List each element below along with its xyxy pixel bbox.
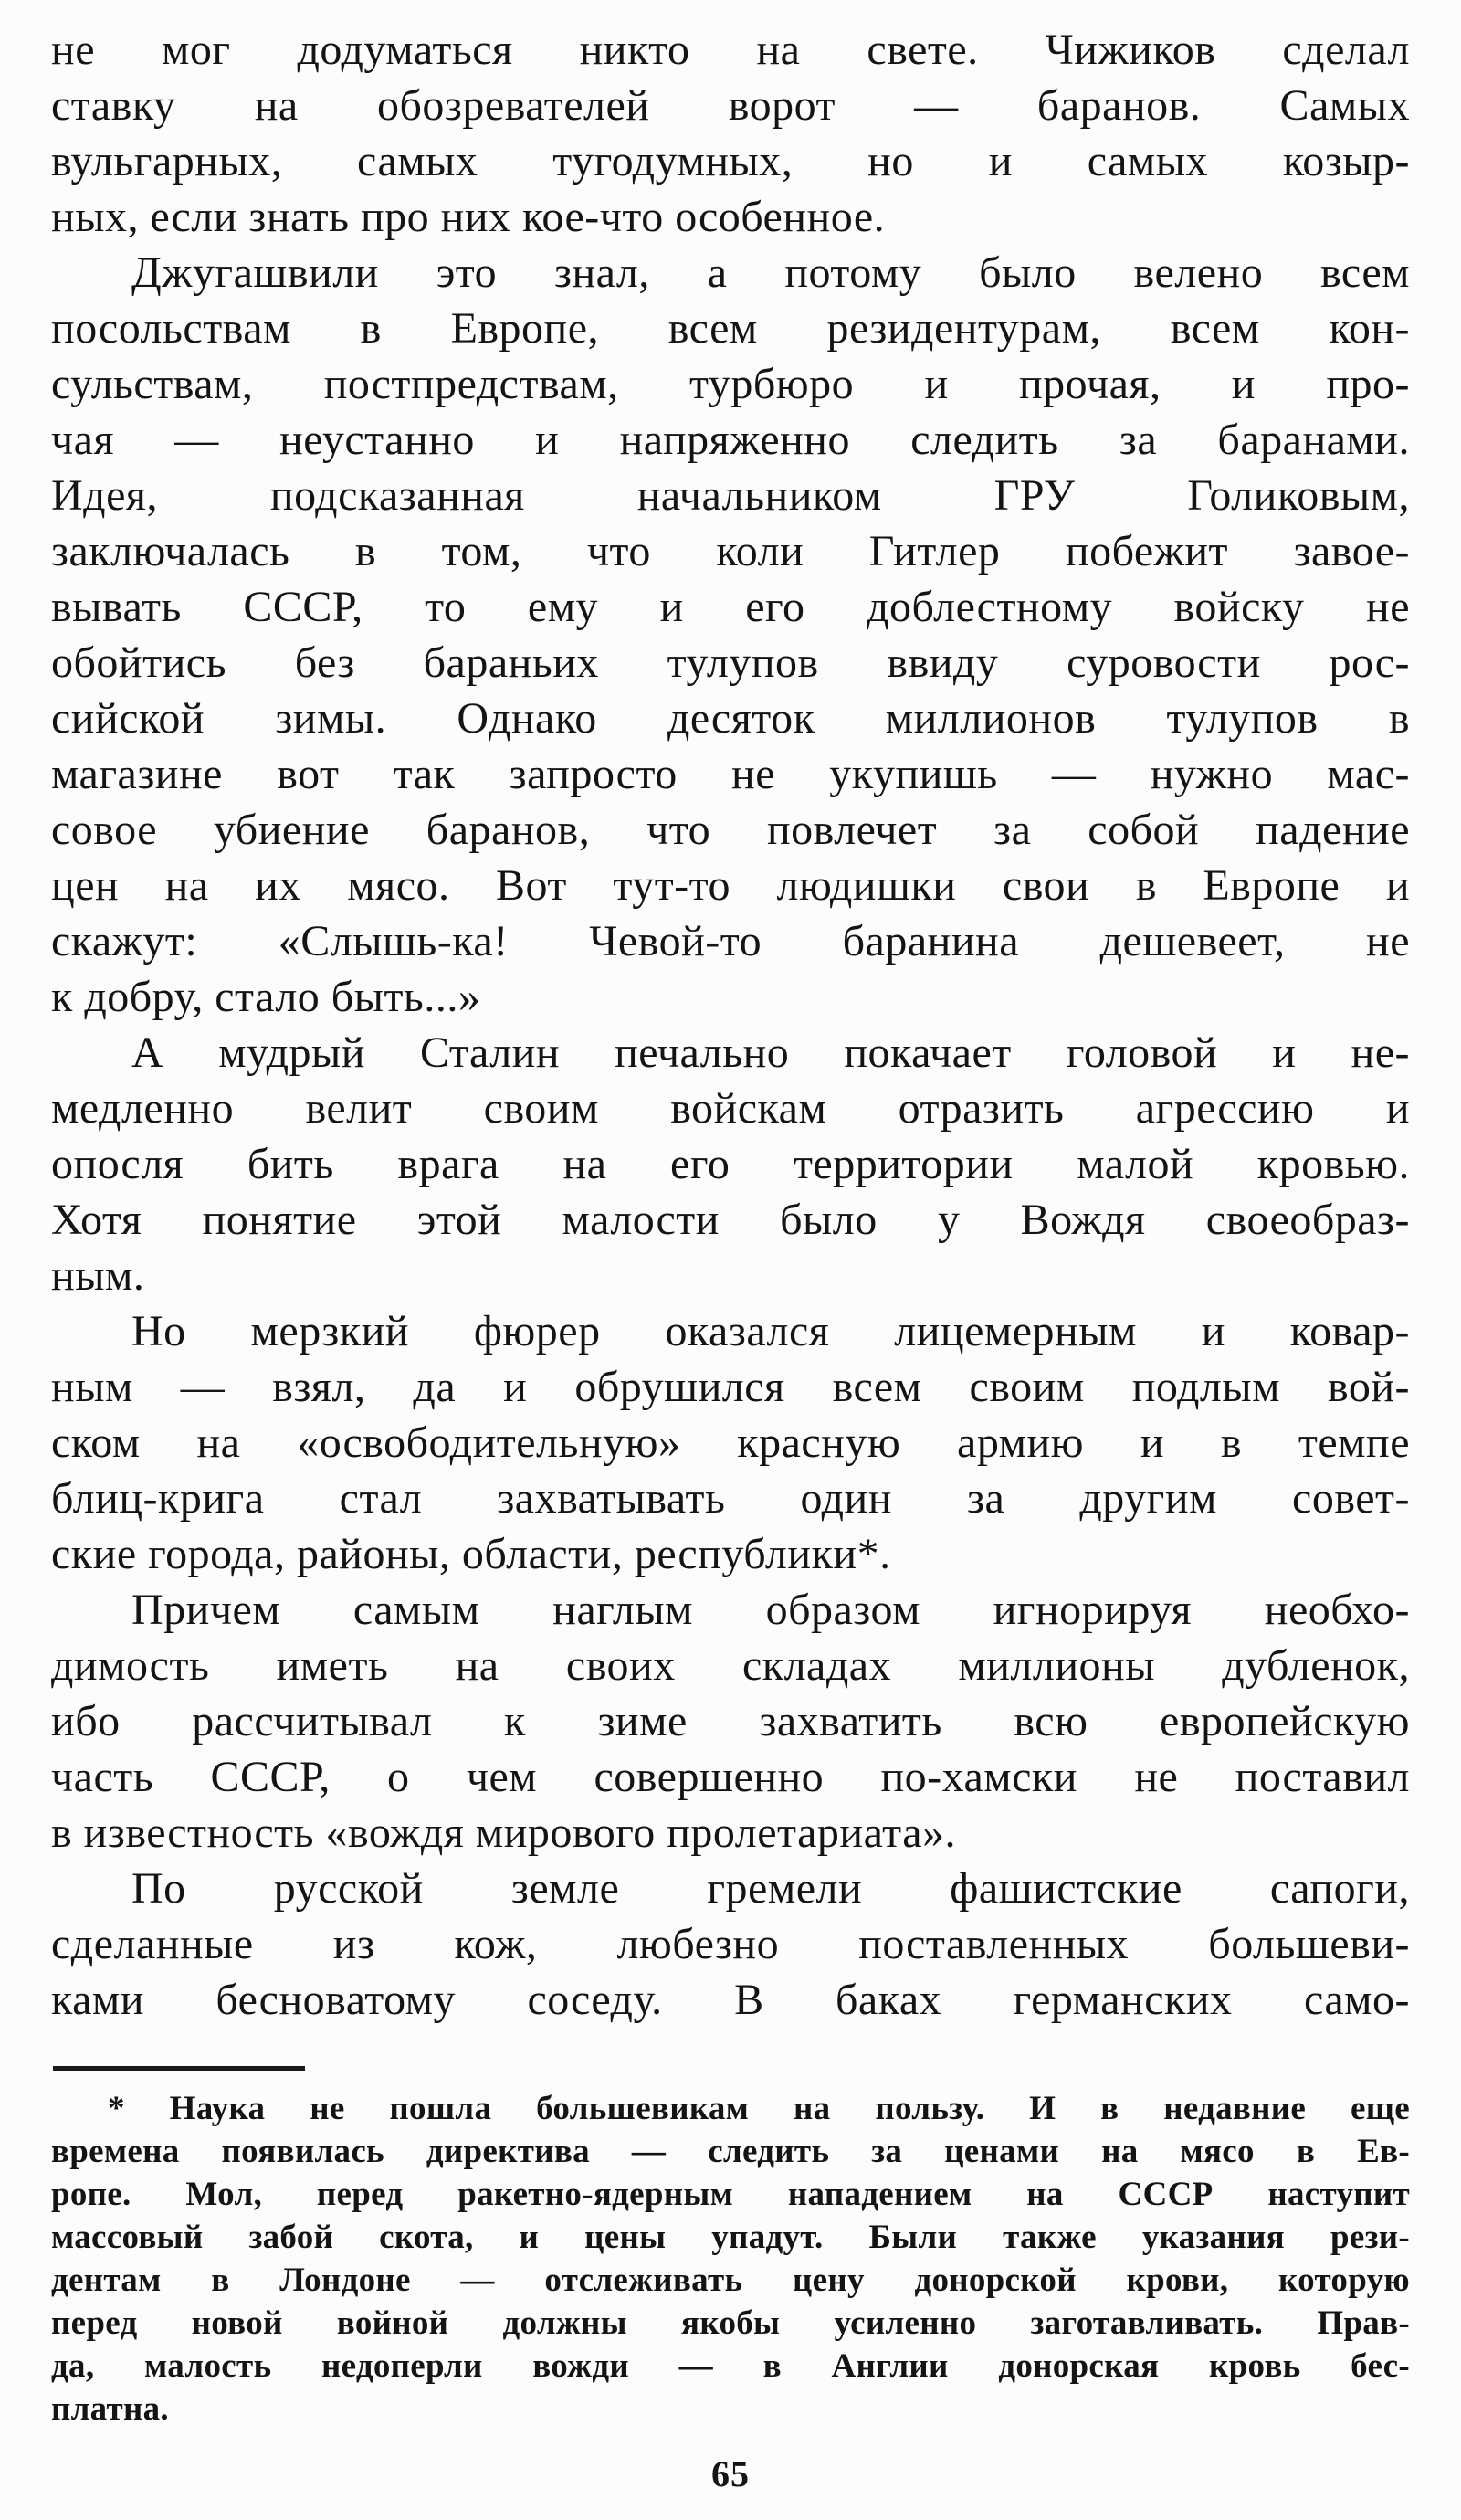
text-line: скажут: «Слышь-ка! Чевой-то баранина дешевеет, не [51,917,1410,965]
text-line: не мог додуматься никто на свете. Чижиков сделал [51,26,1410,74]
text-line: к добру, стало быть...» [51,973,481,1021]
text-line: в известность «вождя мирового пролетариата». [51,1808,957,1857]
text-line: медленно велит своим войскам отразить агрессию и [51,1084,1410,1133]
text-line: ных, если знать про них кое-что особенное. [51,193,886,241]
text-line: Но мерзкий фюрер оказался лицемерным и ковар- [131,1307,1410,1355]
paragraph [51,22,1410,245]
text-line: Причем самым наглым образом игнорируя необхо- [131,1586,1410,1634]
text-line: * Наука не пошла большевикам на пользу. И в недавние еще [108,2090,1410,2127]
paragraph [51,1025,1410,1303]
text-line: совое убиение баранов, что повлечет за собой падение [51,806,1410,854]
text-line: заключалась в том, что коли Гитлер побежит завое- [51,527,1410,575]
text-line: посольствам в Европе, всем резидентурам, всем кон- [51,304,1410,353]
footnote-separator [53,2066,305,2071]
text-line: ском на «освободительную» красную армию и в темпе [51,1418,1410,1467]
text-line: сийской зимы. Однако десяток миллионов тулупов в [51,694,1410,743]
page-number: 65 [711,2453,750,2494]
text-line: да, малость недоперли вожди — в Англии донорская кровь бес- [51,2347,1410,2385]
text-line: ставку на обозревателей ворот — баранов. Самых [51,81,1410,130]
text-line: цен на их мясо. Вот тут-то людишки свои в Европе и [51,861,1410,910]
text-line: Идея, подсказанная начальником ГРУ Голиковым, [51,471,1410,520]
text-line: магазине вот так запросто не укупишь — нужно мас- [51,750,1410,798]
text-line: перед новой войной должны якобы усиленно заготавливать. Прав- [51,2304,1410,2342]
text-line: обойтись без бараньих тулупов ввиду суровости рос- [51,638,1410,687]
paragraph [51,1582,1410,1861]
text-line: блиц-крига стал захватывать один за другим совет- [51,1474,1410,1523]
text-line: вульгарных, самых тугодумных, но и самых козыр- [51,137,1410,185]
text-line: сделанные из кож, любезно поставленных большеви- [51,1920,1410,1968]
text-line: димость иметь на своих складах миллионы дубленок, [51,1641,1410,1690]
paragraph [51,1303,1410,1582]
text-line: ские города, районы, области, республики*. [51,1530,891,1578]
paragraph [51,245,1410,1025]
text-line: платна. [51,2390,169,2428]
text-line: ибо рассчитывал к зиме захватить всю европейскую [51,1697,1410,1745]
text-line: часть СССР, о чем совершенно по-хамски не поставил [51,1753,1410,1801]
text-line: сульствам, постпредствам, турбюро и прочая, и про- [51,360,1410,408]
text-line: А мудрый Сталин печально покачает головой и не- [131,1028,1410,1077]
text-line: времена появилась директива — следить за ценами на мясо в Ев- [51,2133,1410,2170]
text-line: дентам в Лондоне — отслеживать цену донорской крови, которую [51,2262,1410,2299]
footnote [51,2087,1410,2430]
text-line: опосля бить врага на его территории малой кровью. [51,1140,1410,1188]
text-line: Хотя понятие этой малости было у Вождя своеобраз- [51,1196,1410,1244]
text-line: Джугашвили это знал, а потому было велено всем [131,248,1410,297]
text-line: чая — неустанно и напряженно следить за баранами. [51,416,1410,464]
text-line: ным — взял, да и обрушился всем своим подлым вой- [51,1363,1410,1411]
paragraph [51,1861,1410,2028]
text-line: массовый забой скота, и цены упадут. Были также указания рези- [51,2219,1410,2256]
text-line: ками бесноватому соседу. В баках германских само- [51,1976,1410,2024]
text-line: ным. [51,1251,145,1300]
text-line: ропе. Мол, перед ракетно-ядерным нападением на СССР наступит [51,2176,1410,2213]
text-line: По русской земле гремели фашистские сапоги, [131,1864,1410,1913]
text-line: вывать СССР, то ему и его доблестному войску не [51,583,1410,631]
main-text [51,22,1410,2028]
